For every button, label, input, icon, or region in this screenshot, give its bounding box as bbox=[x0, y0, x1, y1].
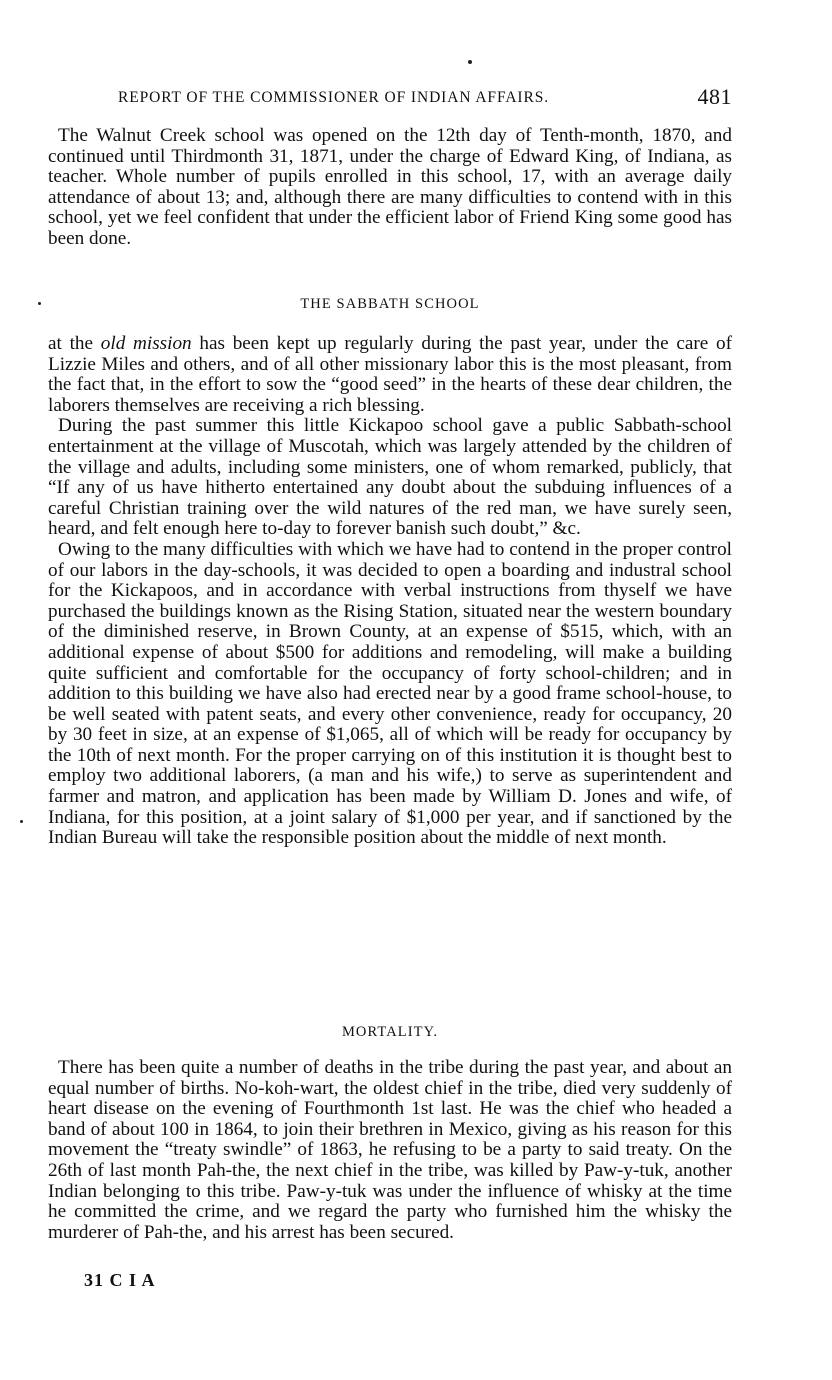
footer-signature: 31 C I A bbox=[84, 1270, 156, 1290]
walnut-creek-paragraph: The Walnut Creek school was opened on the 12th day of Tenth-month, 1870, and continued until Thirdmonth 31, 1871, under the charge of Edward King, of Indiana, as teacher. Whole number of pupils enrolled in this school, 17, with an average daily attendance of about 13; and, although there are many difficulties to contend with in this school, yet we feel confident that under the efficient labor of Friend King some good has been done. bbox=[48, 125, 732, 249]
print-speck bbox=[468, 60, 472, 64]
walnut-creek-block bbox=[48, 126, 732, 250]
sabbath-school-heading: THE SABBATH SCHOOL bbox=[300, 296, 480, 312]
running-header bbox=[118, 86, 732, 112]
print-speck bbox=[20, 820, 23, 823]
sabbath-paragraph-2: During the past summer this little Kickapoo school gave a public Sabbath-school entertainment at the village of Muscotah, which was largely attended by the children of the village and adults, including some ministers, one of whom remarked, publicly, that “If any of us have hitherto entertained any doubt about the subduing influences of a careful Christian training over the wild natures of the red man, we have surely seen, heard, and felt enough here to-day to forever banish such doubt,” &c. bbox=[48, 415, 732, 540]
page-number: 481 bbox=[697, 84, 732, 109]
mortality-block bbox=[48, 1058, 732, 1243]
running-title: REPORT OF THE COMMISSIONER OF INDIAN AFFAIRS. bbox=[118, 89, 550, 106]
sabbath-paragraph-1 bbox=[48, 334, 732, 416]
document-page bbox=[48, 0, 732, 1380]
mortality-paragraph: There has been quite a number of deaths in the tribe during the past year, and about an equal number of births. No-koh-wart, the oldest chief in the tribe, died very suddenly of heart disease on the evening of Fourthmonth 1st last. He was the chief who headed a band of about 100 in 1864, to join their brethren in Mexico, giving as his reason for this movement the “treaty swindle” of 1863, he refusing to be a party to said treaty. On the 26th of last month Pah-the, the next chief in the tribe, was killed by Paw-y-tuk, another Indian belonging to this tribe. Paw-y-tuk was under the influence of whisky at the time he committed the crime, and we regard the party who furnished him the whisky the murderer of Pah-the, and his arrest has been secured. bbox=[48, 1057, 732, 1243]
sabbath-school-block bbox=[48, 334, 732, 849]
sabbath-p1-lead: at the bbox=[48, 333, 101, 354]
mortality-heading: MORTALITY. bbox=[341, 1024, 439, 1040]
sabbath-p1-italic: old mission bbox=[100, 333, 192, 354]
sabbath-paragraph-3: Owing to the many difficulties with which we have had to contend in the proper control of our labors in the day-schools, it was decided to open a boarding and industral school for the Kickapoos, and in accordance with verbal instructions from thyself we have purchased the buildings known as the Rising Station, situated near the western boundary of the diminished reserve, in Brown County, at an expense of $515, which, with an additional expense of about $500 for additions and remodeling, will make a building quite sufficient and comfortable for the occupancy of forty school-children; and in addition to this building we have also had erected near by a good frame school-house, to be well seated with patent seats, and every other convenience, ready for occupancy, 20 by 30 feet in size, at an expense of $1,065, all of which will be ready for occupancy by the 10th of next month. For the proper carrying on of this institution it is thought best to employ two additional laborers, (a man and his wife,) to serve as superintendent and farmer and matron, and application has been made by William D. Jones and wife, of Indiana, for this position, at a joint salary of $1,000 per year, and if sanctioned by the Indian Bureau will take the responsible position about the middle of next month. bbox=[48, 538, 732, 849]
sabbath-p1-rest: has been kept up regularly during the past year, under the care of Lizzie Miles and others, and of all other missionary labor this is the most pleasant, from the fact that, in the effort to sow the “good seed” in the hearts of these dear children, the laborers themselves are receiving a rich blessing. bbox=[48, 333, 732, 416]
print-speck bbox=[38, 302, 41, 305]
